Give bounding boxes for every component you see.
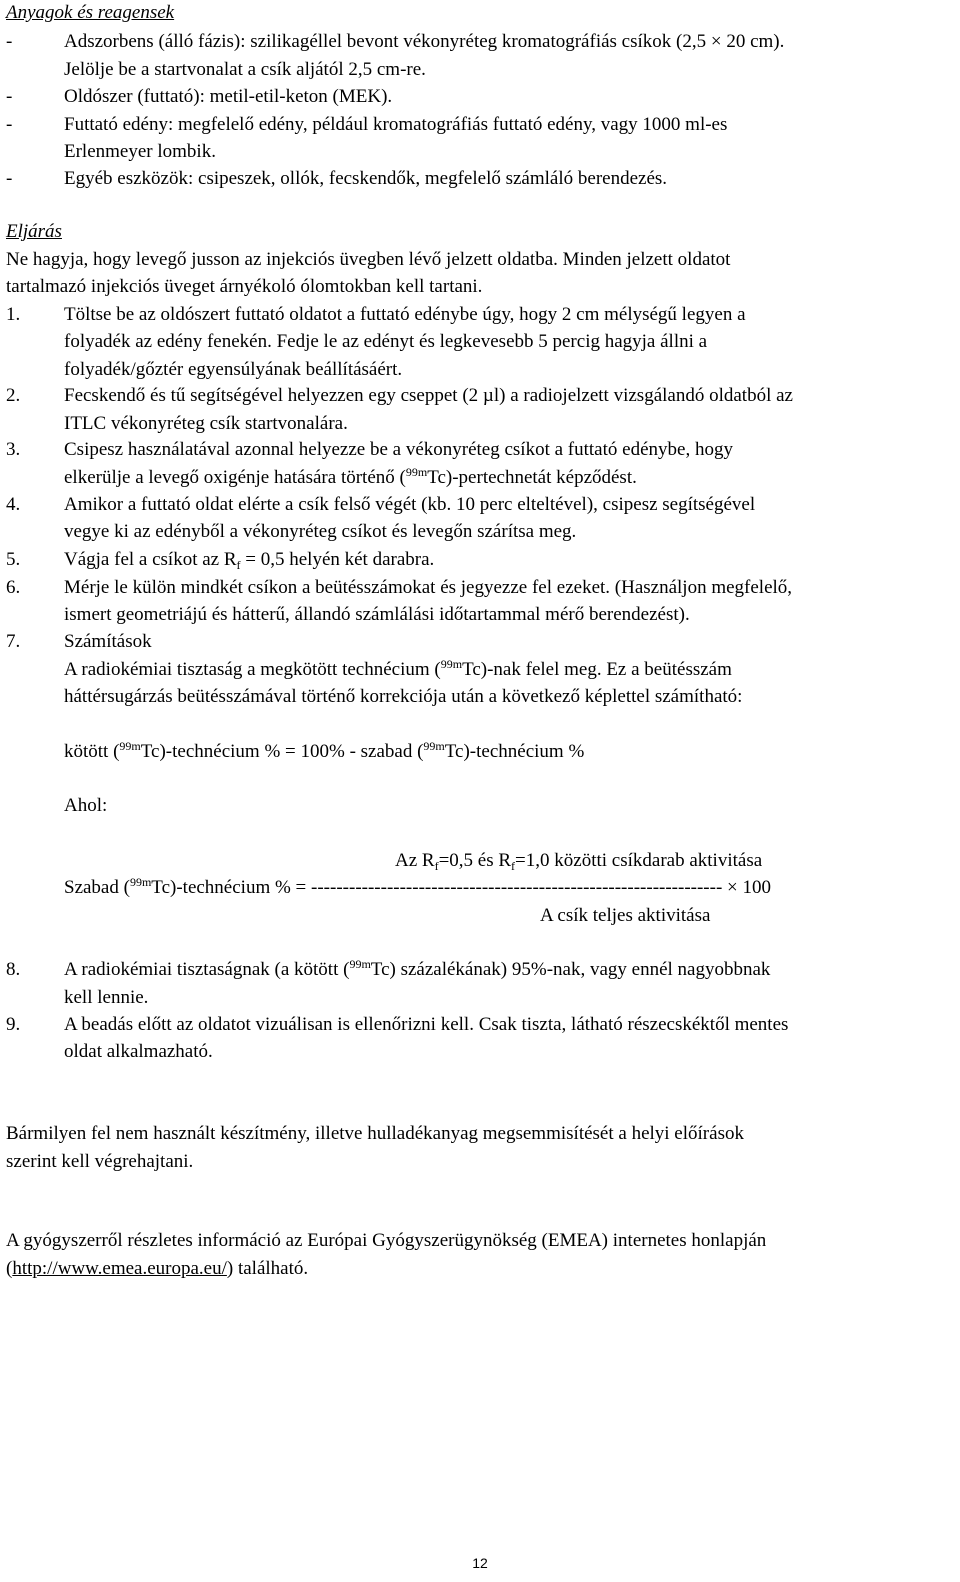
isotope-superscript: 99m bbox=[349, 957, 371, 971]
text-run: Vágja fel a csíkot az R bbox=[64, 549, 237, 570]
step-number: 1. bbox=[6, 304, 21, 325]
disposal-paragraph: szerint kell végrehajtani. bbox=[6, 1151, 194, 1172]
materials-item-tools: Egyéb eszközök: csipeszek, ollók, fecskendők, megfelelő számláló berendezés. bbox=[64, 168, 668, 189]
text-run: Tc) százalékának) 95%-nak, vagy ennél nagyobbnak bbox=[370, 959, 771, 980]
text-run: Tc)-technécium % = ----------------------------------------------------------------- × 100 bbox=[151, 877, 772, 898]
bullet-dash: - bbox=[6, 168, 13, 189]
step-number: 2. bbox=[6, 385, 21, 406]
step-1-text: folyadék/gőztér egyensúlyának beállításáért. bbox=[64, 359, 403, 380]
materials-item-adsorbent: Adszorbens (álló fázis): szilikagéllel bevont vékonyréteg kromatográfiás csíkok (2,5 × 20 cm). bbox=[64, 31, 785, 52]
step-number: 4. bbox=[6, 494, 21, 515]
text-run: ) található. bbox=[226, 1258, 309, 1279]
text-run: Tc)-pertechnetát képződést. bbox=[427, 467, 637, 488]
text-run: elkerülje a levegő oxigénje hatására történő ( bbox=[64, 467, 406, 488]
step-5-text bbox=[64, 549, 434, 571]
text-run: =0,5 és R bbox=[438, 850, 512, 871]
isotope-superscript: 99m bbox=[405, 465, 428, 479]
isotope-superscript: 99m bbox=[440, 657, 463, 671]
step-number: 7. bbox=[6, 631, 21, 652]
materials-item-adsorbent-cont: Jelölje be a startvonalat a csík aljától 2,5 cm-re. bbox=[64, 59, 426, 80]
rf-subscript: f bbox=[434, 859, 439, 873]
step-number: 6. bbox=[6, 577, 21, 598]
isotope-superscript: 99m bbox=[423, 739, 445, 753]
step-8-text bbox=[64, 959, 770, 981]
formula-numerator bbox=[395, 850, 762, 872]
step-7-text: háttérsugárzás beütésszámával történő korrekciója után a következő képlettel számítható: bbox=[64, 686, 743, 707]
materials-item-vessel-cont: Erlenmeyer lombik. bbox=[64, 141, 216, 162]
formula-denominator: A csík teljes aktivitása bbox=[540, 905, 711, 926]
bullet-dash: - bbox=[6, 114, 13, 135]
step-number: 8. bbox=[6, 959, 21, 980]
step-8-text: kell lennie. bbox=[64, 987, 149, 1008]
text-run: A radiokémiai tisztaságnak (a kötött ( bbox=[64, 959, 350, 980]
info-paragraph: A gyógyszerről részletes információ az Európai Gyógyszerügynökség (EMEA) internetes honlapján bbox=[6, 1230, 767, 1251]
text-run: Tc)-technécium % bbox=[444, 741, 585, 762]
isotope-superscript: 99m bbox=[119, 739, 141, 753]
step-6-text: ismert geometriájú és hátterű, állandó számlálási időtartammal mérő berendezést). bbox=[64, 604, 690, 625]
step-number: 5. bbox=[6, 549, 21, 570]
formula-free-technetium bbox=[64, 877, 771, 899]
text-run: kötött ( bbox=[64, 741, 120, 762]
step-2-text: ITLC vékonyréteg csík startvonalára. bbox=[64, 413, 348, 434]
rf-subscript: f bbox=[511, 859, 516, 873]
step-3-text bbox=[64, 467, 637, 489]
step-number: 9. bbox=[6, 1014, 21, 1035]
section-heading-materials: Anyagok és reagensek bbox=[6, 2, 175, 23]
procedure-intro-cont: tartalmazó injekciós üveget árnyékoló ólomtokban kell tartani. bbox=[6, 276, 483, 297]
text-run: = 0,5 helyén két darabra. bbox=[240, 549, 435, 570]
info-paragraph bbox=[6, 1258, 308, 1280]
step-number: 3. bbox=[6, 439, 21, 460]
bullet-dash: - bbox=[6, 31, 13, 52]
step-1-text: Töltse be az oldószert futtató oldatot a futtató edénybe úgy, hogy 2 cm mélységű legyen a bbox=[64, 304, 746, 325]
materials-item-solvent: Oldószer (futtató): metil-etil-keton (MEK). bbox=[64, 86, 393, 107]
text-run: ( bbox=[6, 1258, 13, 1279]
rf-subscript: f bbox=[236, 558, 241, 572]
text-run: Tc)-technécium % = 100% - szabad ( bbox=[140, 741, 424, 762]
materials-item-vessel: Futtató edény: megfelelő edény, például kromatográfiás futtató edény, vagy 1000 ml-es bbox=[64, 114, 728, 135]
text-run: =1,0 közötti csíkdarab aktivitása bbox=[515, 850, 763, 871]
formula-where-label: Ahol: bbox=[64, 795, 108, 816]
bullet-dash: - bbox=[6, 86, 13, 107]
step-7-text bbox=[64, 659, 732, 681]
step-7-title: Számítások bbox=[64, 631, 152, 652]
isotope-superscript: 99m bbox=[129, 875, 152, 889]
section-heading-procedure: Eljárás bbox=[6, 221, 62, 242]
text-run: Tc)-nak felel meg. Ez a beütésszám bbox=[462, 659, 732, 680]
page-number: 12 bbox=[472, 1555, 488, 1571]
step-9-text: oldat alkalmazható. bbox=[64, 1041, 213, 1062]
text-run: A radiokémiai tisztaság a megkötött technécium ( bbox=[64, 659, 441, 680]
text-run: Szabad ( bbox=[64, 877, 130, 898]
step-3-text: Csipesz használatával azonnal helyezze be a vékonyréteg csíkot a futtató edénybe, hogy bbox=[64, 439, 733, 460]
formula-bound-technetium bbox=[64, 741, 584, 763]
step-4-text: Amikor a futtató oldat elérte a csík felső végét (kb. 10 perc elteltével), csipesz segítségével bbox=[64, 494, 756, 515]
step-2-text: Fecskendő és tű segítségével helyezzen egy cseppet (2 µl) a radiojelzett vizsgálandó oldatból az bbox=[64, 385, 793, 406]
disposal-paragraph: Bármilyen fel nem használt készítmény, illetve hulladékanyag megsemmisítését a helyi előírások bbox=[6, 1123, 744, 1144]
step-4-text: vegye ki az edényből a vékonyréteg csíkot és levegőn szárítsa meg. bbox=[64, 521, 577, 542]
step-9-text: A beadás előtt az oldatot vizuálisan is ellenőrizni kell. Csak tiszta, látható részecskéktől mentes bbox=[64, 1014, 789, 1035]
procedure-intro: Ne hagyja, hogy levegő jusson az injekciós üvegben lévő jelzett oldatba. Minden jelzett oldatot bbox=[6, 249, 731, 270]
step-1-text: folyadék az edény fenekén. Fedje le az edényt és legkevesebb 5 percig hagyja állni a bbox=[64, 331, 708, 352]
step-6-text: Mérje le külön mindkét csíkon a beütésszámokat és jegyezze fel ezeket. (Használjon megfelelő, bbox=[64, 577, 793, 598]
emea-link[interactable]: http://www.emea.europa.eu/ bbox=[12, 1258, 227, 1279]
text-run: Az R bbox=[395, 850, 435, 871]
